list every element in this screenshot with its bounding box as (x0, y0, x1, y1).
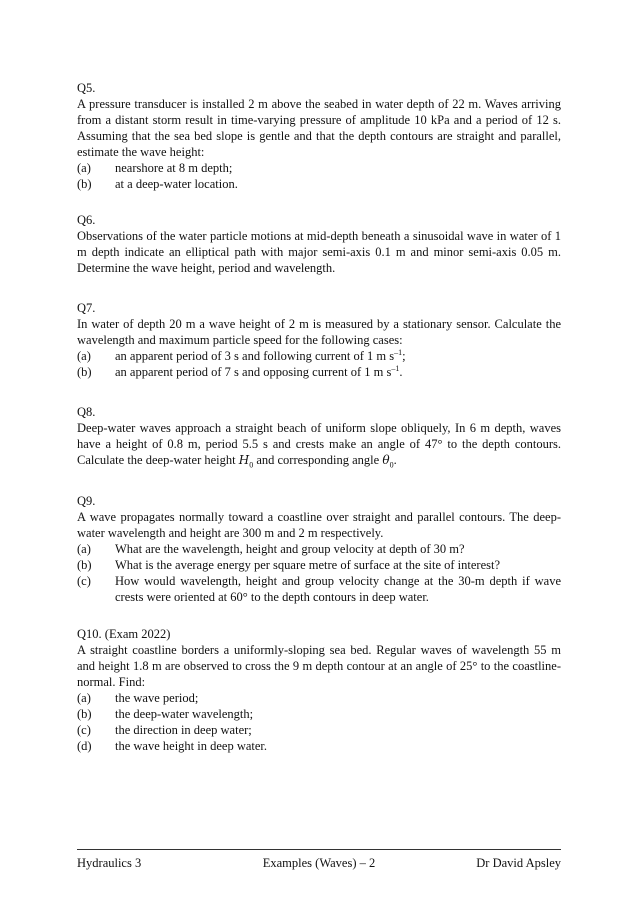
item-text: What is the average energy per square metre of surface at the site of interest? (115, 558, 501, 572)
question-heading: Q8. (77, 405, 96, 419)
footer-page-label: Examples (Waves) – 2 (262, 856, 376, 870)
list-item (77, 706, 561, 722)
list-item (77, 722, 561, 738)
item-label: (b) (77, 365, 92, 379)
question-text-part: . (393, 453, 397, 467)
unit-superscript: –1 (391, 363, 400, 373)
list-item (77, 176, 561, 192)
unit-superscript: –1 (394, 347, 403, 357)
list-item (77, 690, 561, 706)
list-item (77, 160, 561, 176)
question-heading: Q10. (Exam 2022) (77, 627, 171, 641)
math-symbol-h: H (238, 453, 250, 467)
item-label: (c) (77, 723, 91, 737)
item-label: (d) (77, 739, 92, 753)
item-text: What are the wavelength, height and group velocity at depth of 30 m? (115, 542, 465, 556)
question-heading: Q9. (77, 494, 96, 508)
footer-divider (77, 849, 561, 850)
item-label: (a) (77, 542, 91, 556)
question-text: A straight coastline borders a uniformly-sloping sea bed. Regular waves of wavelength 55 m and height 1.8 m are observed to cross the 9 m depth contour at an angle of 25° to the coastline-normal. Find: (77, 643, 561, 689)
item-text: How would wavelength, height and group velocity change at the 30-m depth if wave crests were oriented at 60° to the depth contours in deep water. (115, 574, 561, 604)
math-subscript: 0 (389, 460, 394, 470)
item-label: (b) (77, 558, 92, 572)
item-text (115, 348, 561, 364)
item-text-end: ; (402, 349, 406, 363)
math-symbol-theta: θ (382, 453, 390, 467)
question-q5 (77, 80, 561, 192)
question-text: Observations of the water particle motions at mid-depth beneath a sinusoidal wave in water of 1 m depth indicate an elliptical path with major semi-axis 0.1 m and minor semi-axis 0.05 m. Determine the wave height, period and wavelength. (77, 229, 561, 275)
item-text (115, 364, 561, 380)
item-label: (a) (77, 349, 91, 363)
list-item (77, 348, 561, 364)
list-item (77, 573, 561, 605)
question-q6 (77, 212, 561, 276)
question-q10 (77, 626, 561, 754)
list-item (77, 557, 561, 573)
question-q9 (77, 493, 561, 605)
question-text: A wave propagates normally toward a coastline over straight and parallel contours. The deep-water wavelength and height are 300 m and 2 m respectively. (77, 510, 561, 540)
question-text (77, 420, 561, 468)
question-q8 (77, 404, 561, 468)
list-item (77, 364, 561, 380)
item-label: (a) (77, 691, 91, 705)
item-text-end: . (399, 365, 403, 379)
item-text: the wave period; (115, 691, 199, 705)
item-label: (c) (77, 574, 91, 588)
item-label: (b) (77, 707, 92, 721)
item-text: the direction in deep water; (115, 723, 252, 737)
item-text-main: an apparent period of 3 s and following current of 1 m s (115, 349, 395, 363)
question-text: In water of depth 20 m a wave height of 2 m is measured by a stationary sensor. Calculate the wavelength and maximum particle speed for the following cases: (77, 317, 561, 347)
question-heading: Q5. (77, 81, 96, 95)
footer-course: Hydraulics 3 (77, 856, 142, 870)
question-q7 (77, 300, 561, 380)
item-text: the wave height in deep water. (115, 739, 268, 753)
question-text-part: Deep-water waves approach a straight beach of uniform slope obliquely, In 6 m depth, waves have a height of 0.8 m, period 5.5 s and crests make an angle of 47° to the depth contours. Calculate the deep-water height (77, 421, 561, 467)
item-text: nearshore at 8 m depth; (115, 161, 233, 175)
math-subscript: 0 (249, 460, 254, 470)
footer-author: Dr David Apsley (476, 856, 561, 870)
item-label: (a) (77, 161, 91, 175)
item-label: (b) (77, 177, 92, 191)
item-text-main: an apparent period of 7 s and opposing current of 1 m s (115, 365, 392, 379)
question-heading: Q7. (77, 301, 96, 315)
question-text: A pressure transducer is installed 2 m above the seabed in water depth of 22 m. Waves arriving from a distant storm result in time-varying pressure of amplitude 10 kPa and a period of 12 s. Assuming that the sea bed slope is gentle and that the depth contours are straight and parallel, estimate the wave height: (77, 97, 561, 159)
question-text-part: and corresponding angle (253, 453, 383, 467)
list-item (77, 541, 561, 557)
item-text: the deep-water wavelength; (115, 707, 254, 721)
question-heading: Q6. (77, 213, 96, 227)
list-item (77, 738, 561, 754)
item-text: at a deep-water location. (115, 177, 238, 191)
